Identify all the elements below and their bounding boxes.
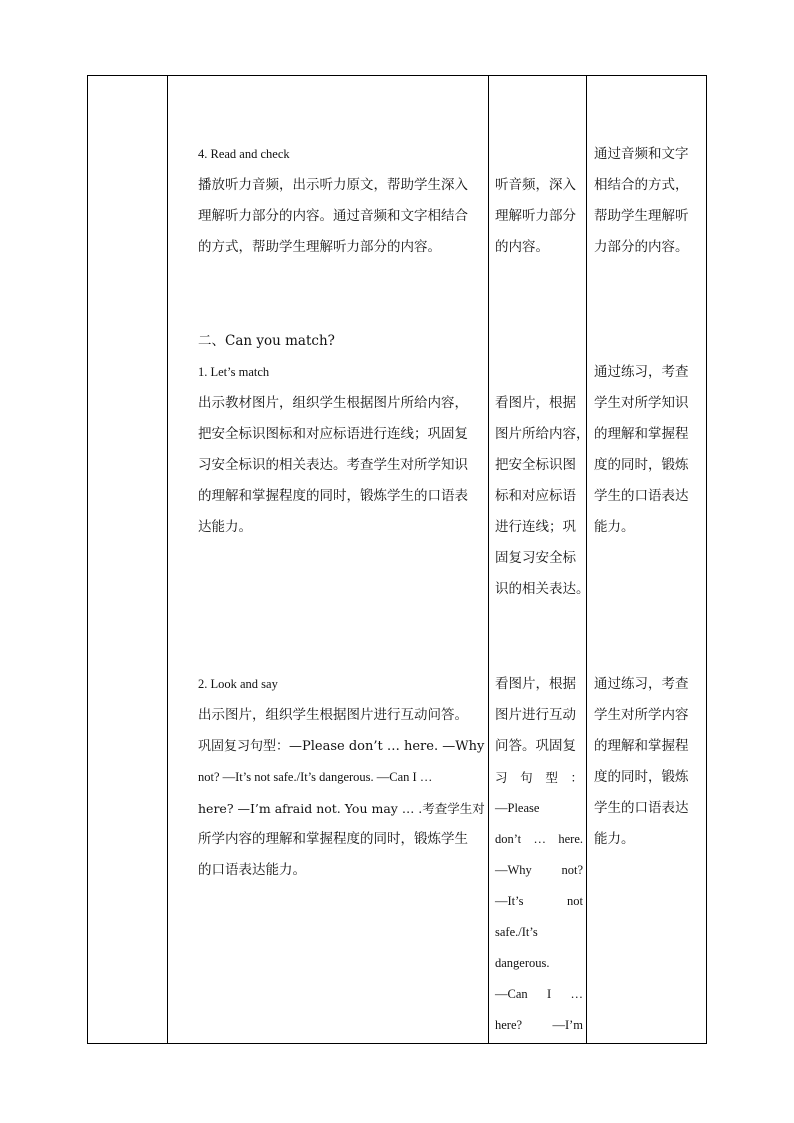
section2-student-line: 把安全标识图 <box>495 457 576 473</box>
section3-student-line <box>495 824 583 855</box>
section1-purpose-line: 相结合的方式， <box>594 177 689 193</box>
section2-student-line: 固复习安全标 <box>495 550 576 566</box>
section3-teacher-line: 出示图片，组织学生根据图片进行互动问答。 <box>198 707 468 723</box>
section3-student-line <box>495 793 583 824</box>
student-word: 型 <box>545 770 558 785</box>
section2-student-line: 图片所给内容， <box>495 426 590 442</box>
section3-student-line <box>495 762 583 793</box>
table-border-right <box>706 75 707 1044</box>
section3-teacher-line: 所学内容的理解和掌握程度的同时，锻炼学生 <box>198 831 468 847</box>
section3-student-line <box>495 917 583 948</box>
student-word: I <box>546 987 552 1001</box>
section1-teacher-line: 理解听力部分的内容。通过音频和文字相结合 <box>198 208 468 224</box>
section2-teacher-line: 把安全标识图标和对应标语进行连线；巩固复 <box>198 426 468 442</box>
section3-teacher-line: not? —It’s not safe./It’s dangerous. —Can I … <box>198 770 433 784</box>
section1-teacher-line: 的方式，帮助学生理解听力部分的内容。 <box>198 239 441 255</box>
section2-purpose-line: 度的同时，锻炼 <box>594 457 689 473</box>
section1-heading: 4. Read and check <box>198 147 290 161</box>
section3-student-line: 图片进行互动 <box>495 707 576 723</box>
section1-teacher-line: 播放听力音频，出示听力原文，帮助学生深入 <box>198 177 468 193</box>
section1-purpose-line: 帮助学生理解听 <box>594 208 689 224</box>
section1-student-line: 听音频，深入 <box>495 177 576 193</box>
section3-student-line <box>495 948 583 979</box>
section3-student-line <box>495 1010 583 1041</box>
section2-student-line: 标和对应标语 <box>495 488 576 504</box>
section3-purpose-line: 的理解和掌握程 <box>594 738 689 754</box>
student-word: … <box>570 987 583 1001</box>
student-word: —It’s <box>495 894 524 908</box>
student-word: 句 <box>520 770 533 785</box>
column-divider-1 <box>167 75 168 1044</box>
section3-teacher-line: 巩固复习句型：—Please don’t … here. —Why <box>198 739 485 754</box>
section1-student-line: 理解听力部分 <box>495 208 576 224</box>
section2-purpose-line: 能力。 <box>594 519 635 535</box>
section2-teacher-line: 习安全标识的相关表达。考查学生对所学知识 <box>198 457 468 473</box>
section3-student-line: 问答。巩固复 <box>495 738 576 754</box>
section2-purpose-line: 学生对所学知识 <box>594 395 689 411</box>
student-word: here. <box>558 832 583 846</box>
section3-student-line <box>495 979 583 1010</box>
section1-purpose-line: 通过音频和文字 <box>594 146 689 162</box>
section2-teacher-line: 出示教材图片，组织学生根据图片所给内容， <box>198 395 468 411</box>
section2-teacher-line: 的理解和掌握程度的同时，锻炼学生的口语表 <box>198 488 468 504</box>
section2-student-line: 看图片，根据 <box>495 395 576 411</box>
section1-student-line: 的内容。 <box>495 239 549 255</box>
student-word: … <box>533 832 547 846</box>
section3-teacher-line: 的口语表达能力。 <box>198 862 306 878</box>
student-word: dangerous. <box>495 956 550 970</box>
lesson-plan-table <box>87 75 707 1044</box>
student-word: here? <box>495 1018 523 1032</box>
section3-purpose-line: 学生的口语表达 <box>594 800 689 816</box>
section3-student-line: 看图片，根据 <box>495 676 576 692</box>
section3-heading: 2. Look and say <box>198 677 278 691</box>
student-word: —Why <box>495 863 532 877</box>
section2-purpose-line: 学生的口语表达 <box>594 488 689 504</box>
column-divider-2 <box>488 75 489 1044</box>
student-word: not <box>567 894 583 908</box>
student-word: —Can <box>495 987 528 1001</box>
student-word: ： <box>570 770 583 785</box>
student-word: —I’m <box>552 1018 583 1032</box>
table-border-left <box>87 75 88 1044</box>
section3-student-line <box>495 855 583 886</box>
section3-purpose-line: 通过练习，考查 <box>594 676 689 692</box>
section2-teacher-line: 达能力。 <box>198 519 252 535</box>
student-word: safe./It’s <box>495 925 538 939</box>
section3-purpose-line: 学生对所学内容 <box>594 707 689 723</box>
section2-student-line: 进行连线；巩 <box>495 519 576 535</box>
section3-purpose-line: 能力。 <box>594 831 635 847</box>
section3-teacher-line: here? —I’m afraid not. You may … .考查学生对 <box>198 801 485 816</box>
section3-purpose-line: 度的同时，锻炼 <box>594 769 689 785</box>
section2-purpose-line: 通过练习，考查 <box>594 364 689 380</box>
table-border-bottom <box>87 1043 707 1044</box>
student-word: —Please <box>495 801 540 815</box>
table-border-top <box>87 75 707 76</box>
section2-title: 二、Can you match? <box>198 333 335 349</box>
section2-heading: 1. Let’s match <box>198 365 270 379</box>
student-word: 习 <box>495 770 508 785</box>
section2-purpose-line: 的理解和掌握程 <box>594 426 689 442</box>
student-word: don’t <box>495 832 522 846</box>
section3-student-line <box>495 886 583 917</box>
section1-purpose-line: 力部分的内容。 <box>594 239 689 255</box>
column-divider-3 <box>586 75 587 1044</box>
section2-student-line: 识的相关表达。 <box>495 581 590 597</box>
student-word: not? <box>561 863 583 877</box>
